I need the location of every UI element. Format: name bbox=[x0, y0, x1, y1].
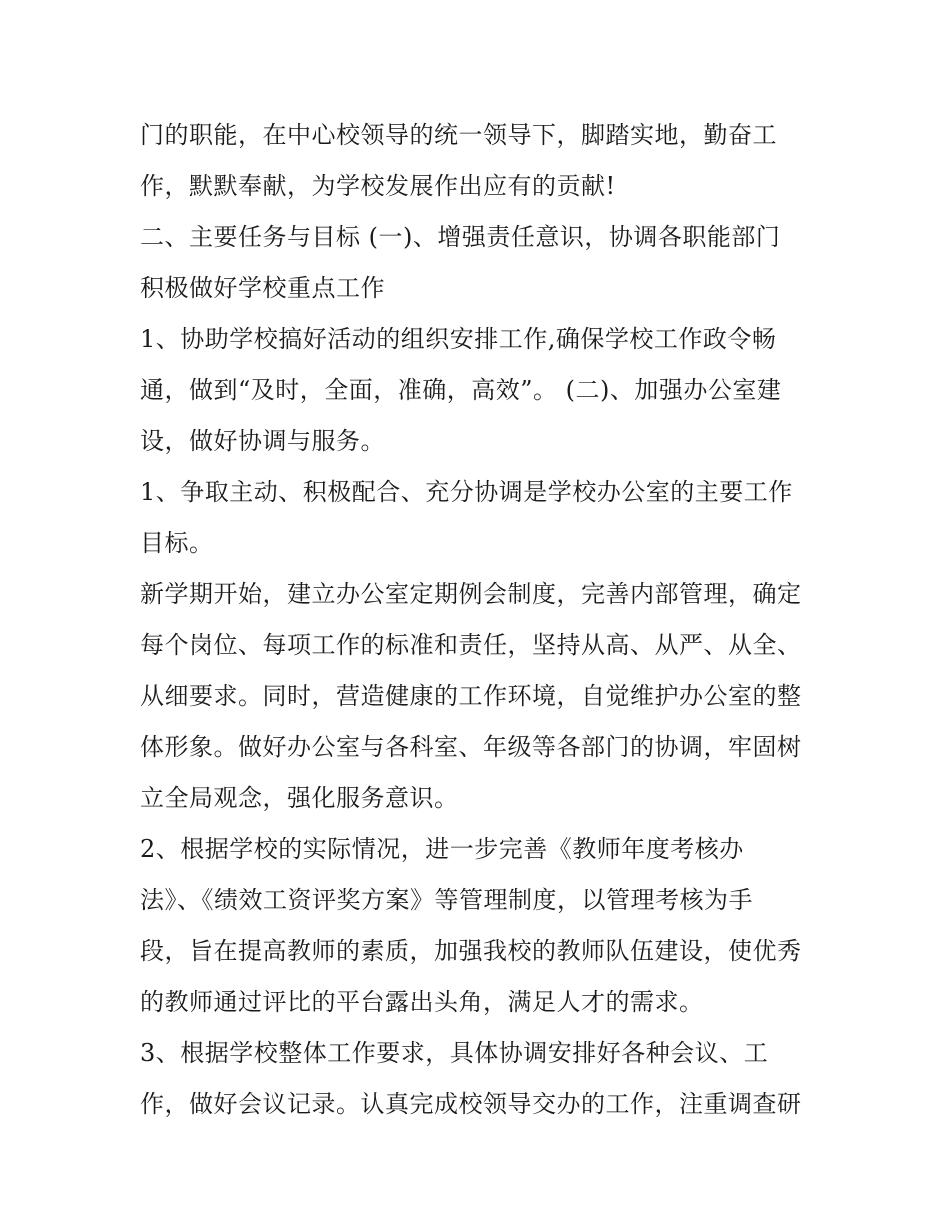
text-line: 通，做到“及时，全面，准确，高效”。 (二)、加强办公室建 bbox=[140, 376, 782, 404]
text-line: 1、争取主动、积极配合、充分协调是学校办公室的主要工作 bbox=[140, 478, 793, 506]
text-line: 设，做好协调与服务。 bbox=[140, 427, 385, 455]
text-line: 作，默默奉献，为学校发展作出应有的贡献! bbox=[140, 172, 616, 200]
text-line: 作，做好会议记录。认真完成校领导交办的工作，注重调查研 bbox=[140, 1090, 802, 1118]
text-line: 2、根据学校的实际情况，进一步完善《教师年度考核办 bbox=[140, 835, 744, 863]
text-line: 目标。 bbox=[140, 529, 214, 557]
document-body bbox=[140, 110, 820, 1130]
text-line: 新学期开始，建立办公室定期例会制度，完善内部管理，确定 bbox=[140, 580, 802, 608]
text-line: 立全局观念，强化服务意识。 bbox=[140, 784, 459, 812]
text-line: 段，旨在提高教师的素质，加强我校的教师队伍建设，使优秀 bbox=[140, 937, 802, 965]
text-line: 积极做好学校重点工作 bbox=[140, 274, 385, 302]
text-line: 二、主要任务与目标 (一)、增强责任意识，协调各职能部门 bbox=[140, 223, 781, 251]
text-line: 门的职能，在中心校领导的统一领导下，脚踏实地，勤奋工 bbox=[140, 121, 777, 149]
text-line: 从细要求。同时，营造健康的工作环境，自觉维护办公室的整 bbox=[140, 682, 802, 710]
text-line: 体形象。做好办公室与各科室、年级等各部门的协调，牢固树 bbox=[140, 733, 802, 761]
text-line: 1、协助学校搞好活动的组织安排工作,确保学校工作政令畅 bbox=[140, 325, 777, 353]
text-line: 每个岗位、每项工作的标准和责任，坚持从高、从严、从全、 bbox=[140, 631, 802, 659]
text-line: 3、根据学校整体工作要求，具体协调安排好各种会议、工 bbox=[140, 1039, 769, 1067]
text-line: 法》、《绩效工资评奖方案》等管理制度，以管理考核为手 bbox=[140, 886, 753, 914]
text-line: 的教师通过评比的平台露出头角，满足人才的需求。 bbox=[140, 988, 704, 1016]
